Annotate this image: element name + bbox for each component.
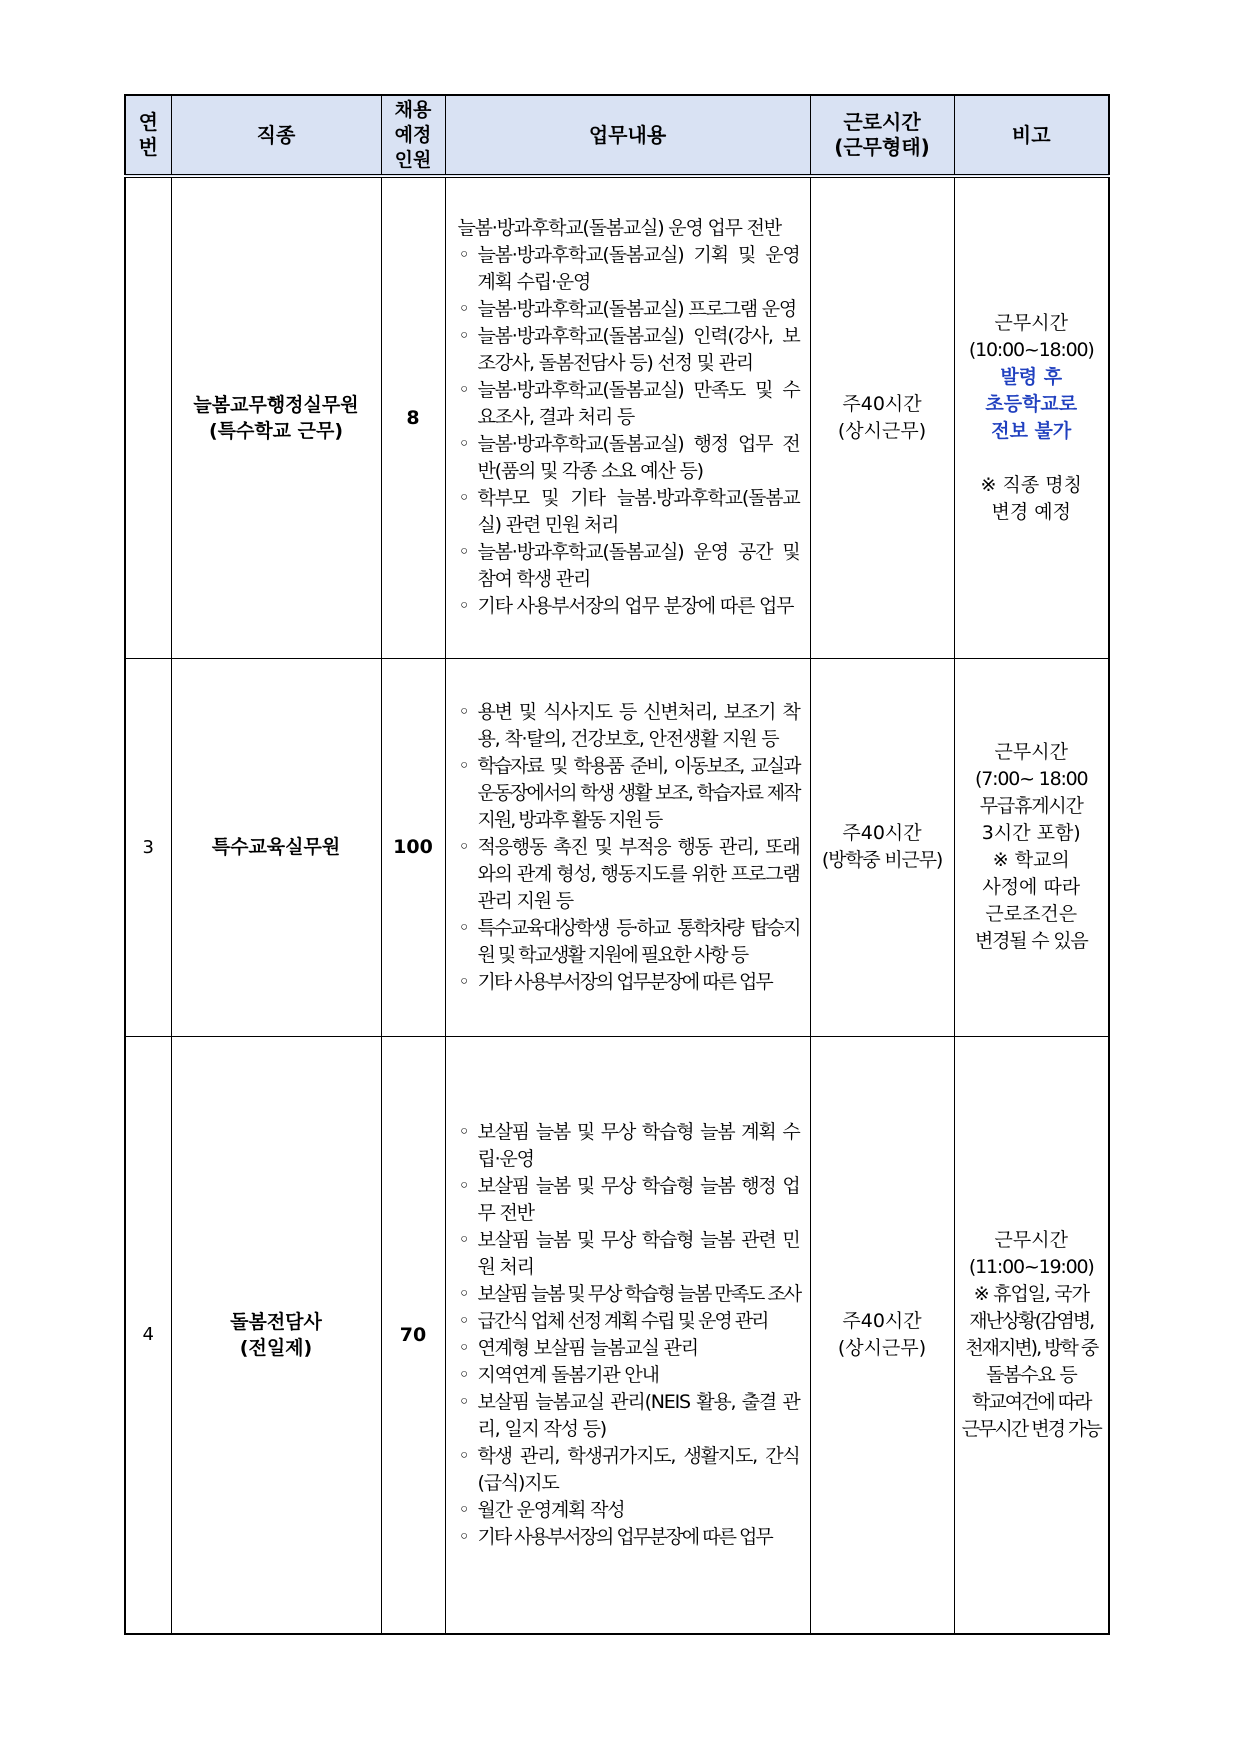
- row-number: [125, 176, 171, 658]
- note-line: ※ 직종 명칭: [980, 473, 1082, 496]
- duty-item: ◦ 특수교육대상학생 등·하교 통학차량 탑승지원 및 학교생활 지원에 필요한 사항 등: [456, 915, 800, 969]
- duty-list: [456, 1119, 800, 1551]
- note-line: 3시간 포함): [981, 822, 1081, 844]
- duty-item: ◦ 급간식 업체 선정 계획 수립 및 운영 관리: [456, 1308, 800, 1335]
- header-hours: 근로시간 (근무형태): [810, 95, 954, 176]
- job-title-line: 돌봄전담사: [230, 1310, 322, 1333]
- table-row: [125, 176, 1109, 658]
- duty-item: ◦ 용변 및 식사지도 등 신변처리, 보조기 착용, 착·탈의, 건강보호, 안전생활 지원 등: [456, 699, 800, 753]
- row-number: 3: [125, 658, 171, 1036]
- header-duty: 업무내용: [445, 95, 810, 176]
- duty-item: ◦ 기타 사용부서장의 업무 분장에 따른 업무: [456, 593, 800, 620]
- job-title-line: (전일제): [239, 1336, 313, 1359]
- job-title-line: 늘봄교무행정실무원: [193, 393, 359, 416]
- hours-line: 주40시간: [842, 392, 922, 415]
- note-line: ※ 학교의: [992, 849, 1070, 871]
- duty-item: ◦ 기타 사용부서장의 업무분장에 따른 업무: [456, 1524, 800, 1551]
- duty-item: ◦ 월간 운영계획 작성: [456, 1497, 800, 1524]
- work-hours: [810, 658, 954, 1036]
- note-line: 사정에 따라: [982, 876, 1081, 898]
- job-title-line: (특수학교 근무): [208, 419, 344, 442]
- job-title: [171, 176, 381, 658]
- table-header-row: [125, 95, 1109, 176]
- job-title: [171, 1036, 381, 1634]
- note-line: 근무시간: [994, 741, 1068, 763]
- duty-item: ◦ 늘봄·방과후학교(돌봄교실) 기획 및 운영계획 수립·운영: [456, 242, 800, 296]
- work-hours: [810, 176, 954, 658]
- hours-type: (방학중 비근무): [821, 849, 943, 871]
- job-title-line: 특수교육실무원: [211, 836, 341, 858]
- duty-item: ◦ 연계형 보살핌 늘봄교실 관리: [456, 1335, 800, 1362]
- duty-item: ◦ 학생 관리, 학생귀가지도, 생활지도, 간식(급식)지도: [456, 1443, 800, 1497]
- remarks-cell: [954, 1036, 1109, 1634]
- duty-item: ◦ 기타 사용부서장의 업무분장에 따른 업무: [456, 969, 800, 996]
- duty-item: ◦ 늘봄·방과후학교(돌봄교실) 행정 업무 전반(품의 및 각종 소요 예산 등): [456, 431, 800, 485]
- note-line: 근무시간: [994, 1228, 1068, 1251]
- hours-type: (상시근무): [837, 419, 927, 442]
- note-line: 학교여건에 따라: [971, 1390, 1091, 1413]
- note-line: 변경될 수 있음: [974, 930, 1088, 952]
- remarks-cell: [954, 176, 1109, 658]
- note-highlight: 발령 후: [1000, 365, 1063, 388]
- note-highlight: 전보 불가: [991, 419, 1072, 442]
- duty-item: ◦ 학부모 및 기타 늘봄.방과후학교(돌봄교실) 관련 민원 처리: [456, 485, 800, 539]
- hours-type: (상시근무): [837, 1336, 927, 1359]
- duty-cell: [445, 1036, 810, 1634]
- duty-heading: 늘봄·방과후학교(돌봄교실) 운영 업무 전반: [457, 217, 781, 240]
- note-line: 무급휴게시간: [979, 795, 1083, 817]
- duty-item: ◦ 적응행동 촉진 및 부적응 행동 관리, 또래와의 관계 형성, 행동지도를 위한 프로그램 관리 지원 등: [456, 834, 800, 915]
- row-number: 4: [125, 1036, 171, 1634]
- note-line: 천재지변), 방학 중: [965, 1336, 1098, 1359]
- duty-item: ◦ 보살핌 늘봄 및 무상 학습형 늘봄 행정 업무 전반: [456, 1173, 800, 1227]
- duty-cell: [445, 176, 810, 658]
- duty-item: ◦ 지역연계 돌봄기관 안내: [456, 1362, 800, 1389]
- work-hours: [810, 1036, 954, 1634]
- duty-cell: [445, 658, 810, 1036]
- note-line: 변경 예정: [991, 500, 1071, 523]
- note-line: (10:00~18:00): [968, 338, 1094, 361]
- note-highlight: 초등학교로: [985, 392, 1078, 415]
- header-no: 연 번: [125, 95, 171, 176]
- note-line: 근무시간 변경 가능: [961, 1417, 1101, 1440]
- remarks-cell: [954, 658, 1109, 1036]
- header-count: 채용 예정 인원: [381, 95, 445, 176]
- duty-item: ◦ 보살핌 늘봄교실 관리(NEIS 활용, 출결 관리, 일지 작성 등): [456, 1389, 800, 1443]
- job-title: [171, 658, 381, 1036]
- duty-item: ◦ 늘봄·방과후학교(돌봄교실) 인력(강사, 보조강사, 돌봄전담사 등) 선정 및 관리: [456, 323, 800, 377]
- table-row: [125, 1036, 1109, 1634]
- table-row: [125, 658, 1109, 1036]
- note-line: 돌봄수요 등: [985, 1363, 1077, 1386]
- note-line: (11:00~19:00): [968, 1255, 1094, 1278]
- hours-line: 주40시간: [842, 822, 922, 844]
- note-line: 재난상황(감염병,: [969, 1309, 1094, 1332]
- header-note: 비고: [954, 95, 1109, 176]
- hiring-count: 100: [381, 658, 445, 1036]
- hours-line: 주40시간: [842, 1309, 922, 1332]
- duty-item: ◦ 늘봄·방과후학교(돌봄교실) 운영 공간 및 참여 학생 관리: [456, 539, 800, 593]
- note-line: (7:00~ 18:00: [975, 768, 1088, 790]
- duty-item: ◦ 보살핌 늘봄 및 무상 학습형 늘봄 계획 수립·운영: [456, 1119, 800, 1173]
- duty-item: ◦ 늘봄·방과후학교(돌봄교실) 프로그램 운영: [456, 296, 800, 323]
- duty-list: [456, 699, 800, 996]
- duty-list: [456, 242, 800, 620]
- hiring-count: 70: [381, 1036, 445, 1634]
- duty-item: ◦ 보살핌 늘봄 및 무상 학습형 늘봄 관련 민원 처리: [456, 1227, 800, 1281]
- header-job: 직종: [171, 95, 381, 176]
- note-spacer: [959, 445, 1105, 472]
- duty-item: ◦ 학습자료 및 학용품 준비, 이동보조, 교실과 운동장에서의 학생 생활 보조, 학습자료 제작 지원, 방과후 활동 지원 등: [456, 753, 800, 834]
- note-line: 근로조건은: [985, 903, 1078, 925]
- recruitment-table: [124, 94, 1110, 1635]
- note-line: 근무시간: [994, 311, 1068, 334]
- duty-item: ◦ 보살핌 늘봄 및 무상 학습형 늘봄 만족도 조사: [456, 1281, 800, 1308]
- note-line: ※ 휴업일, 국가: [973, 1282, 1089, 1305]
- duty-item: ◦ 늘봄·방과후학교(돌봄교실) 만족도 및 수요조사, 결과 처리 등: [456, 377, 800, 431]
- hiring-count: 8: [381, 176, 445, 658]
